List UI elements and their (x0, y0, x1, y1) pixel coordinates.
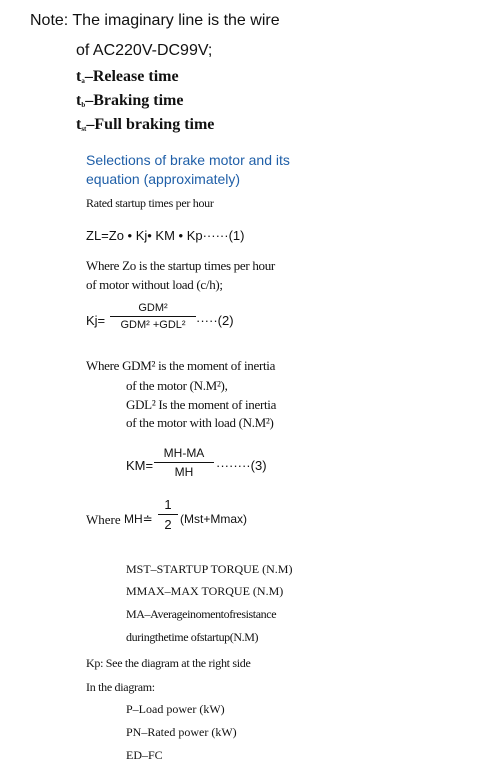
ta-symbol: t (76, 68, 82, 85)
equation-2-tail: ·····(2) (196, 313, 234, 328)
tst-text: –Full braking time (86, 116, 215, 133)
release-time-row (76, 68, 179, 86)
ta-text: –Release time (84, 68, 179, 85)
equation-1: ZL=Zo • Kj• KM • Kp······(1) (86, 228, 245, 243)
section-heading-line-2: equation (approximately) (86, 171, 241, 187)
where-mh-fraction (158, 497, 178, 532)
equation-2-fraction (110, 302, 196, 331)
kp-note: Kp: See the diagram at the right side (86, 656, 251, 670)
where-zo-line-2: of motor without load (c/h); (86, 277, 223, 292)
equation-3-fraction-bar (154, 462, 214, 463)
full-braking-time-row (76, 116, 214, 134)
where-gdm-line-1: Where GDM² is the moment of inertia (86, 358, 276, 373)
equation-3-numerator: MH-MA (163, 446, 205, 460)
tb-text: –Braking time (85, 92, 184, 109)
in-diagram-label: In the diagram: (86, 680, 155, 694)
equation-2-numerator: GDM² (138, 302, 168, 314)
note-line-1: Note: The imaginary line is the wire (30, 12, 280, 29)
ta-subscript: a (81, 77, 85, 85)
where-mh-denominator: 2 (164, 517, 172, 532)
pn-rated-power: PN–Rated power (kW) (126, 725, 237, 739)
ma-definition-line-1: MA–Averageinomentofresistance (126, 607, 277, 621)
where-mh-fraction-bar (158, 514, 178, 515)
mmax-definition: MMAX–MAX TORQUE (N.M) (126, 584, 284, 598)
ed-fc: ED–FC (126, 748, 163, 762)
braking-time-row (76, 92, 183, 110)
equation-3-fraction (154, 446, 214, 479)
tb-symbol: t (76, 92, 82, 109)
equation-3-tail: ········(3) (216, 458, 267, 473)
tb-subscript: b (81, 101, 86, 109)
note-line-2: of AC220V-DC99V; (76, 42, 213, 59)
equation-2-lhs: Kj= (86, 313, 106, 328)
where-mh-lhs: MH≐ (124, 512, 153, 526)
gdl-line-2: of the motor with load (N.M²) (126, 415, 274, 430)
equation-2-fraction-bar (110, 316, 196, 317)
where-gdm-line-2: of the motor (N.M²), (126, 378, 228, 393)
where-mh-tail: (Mst+Mmax) (180, 512, 247, 526)
section-heading-line-1: Selections of brake motor and its (86, 152, 290, 168)
equation-3-denominator: MH (174, 465, 194, 479)
mst-definition: MST–STARTUP TORQUE (N.M) (126, 562, 293, 576)
where-zo-line-1: Where Zo is the startup times per hour (86, 258, 275, 273)
equation-2-denominator: GDM² +GDL² (120, 319, 186, 331)
tst-symbol: t (76, 116, 82, 133)
tst-subscript: st (81, 125, 87, 133)
p-load-power: P–Load power (kW) (126, 702, 225, 716)
where-mh-label: Where (86, 512, 121, 527)
rated-startup-label: Rated startup times per hour (86, 196, 214, 210)
gdl-line-1: GDL² Is the moment of inertia (126, 397, 277, 412)
where-mh-numerator: 1 (164, 497, 172, 512)
equation-3-lhs: KM= (126, 458, 154, 473)
ma-definition-line-2: duringthetime ofstartup(N.M) (126, 630, 259, 644)
